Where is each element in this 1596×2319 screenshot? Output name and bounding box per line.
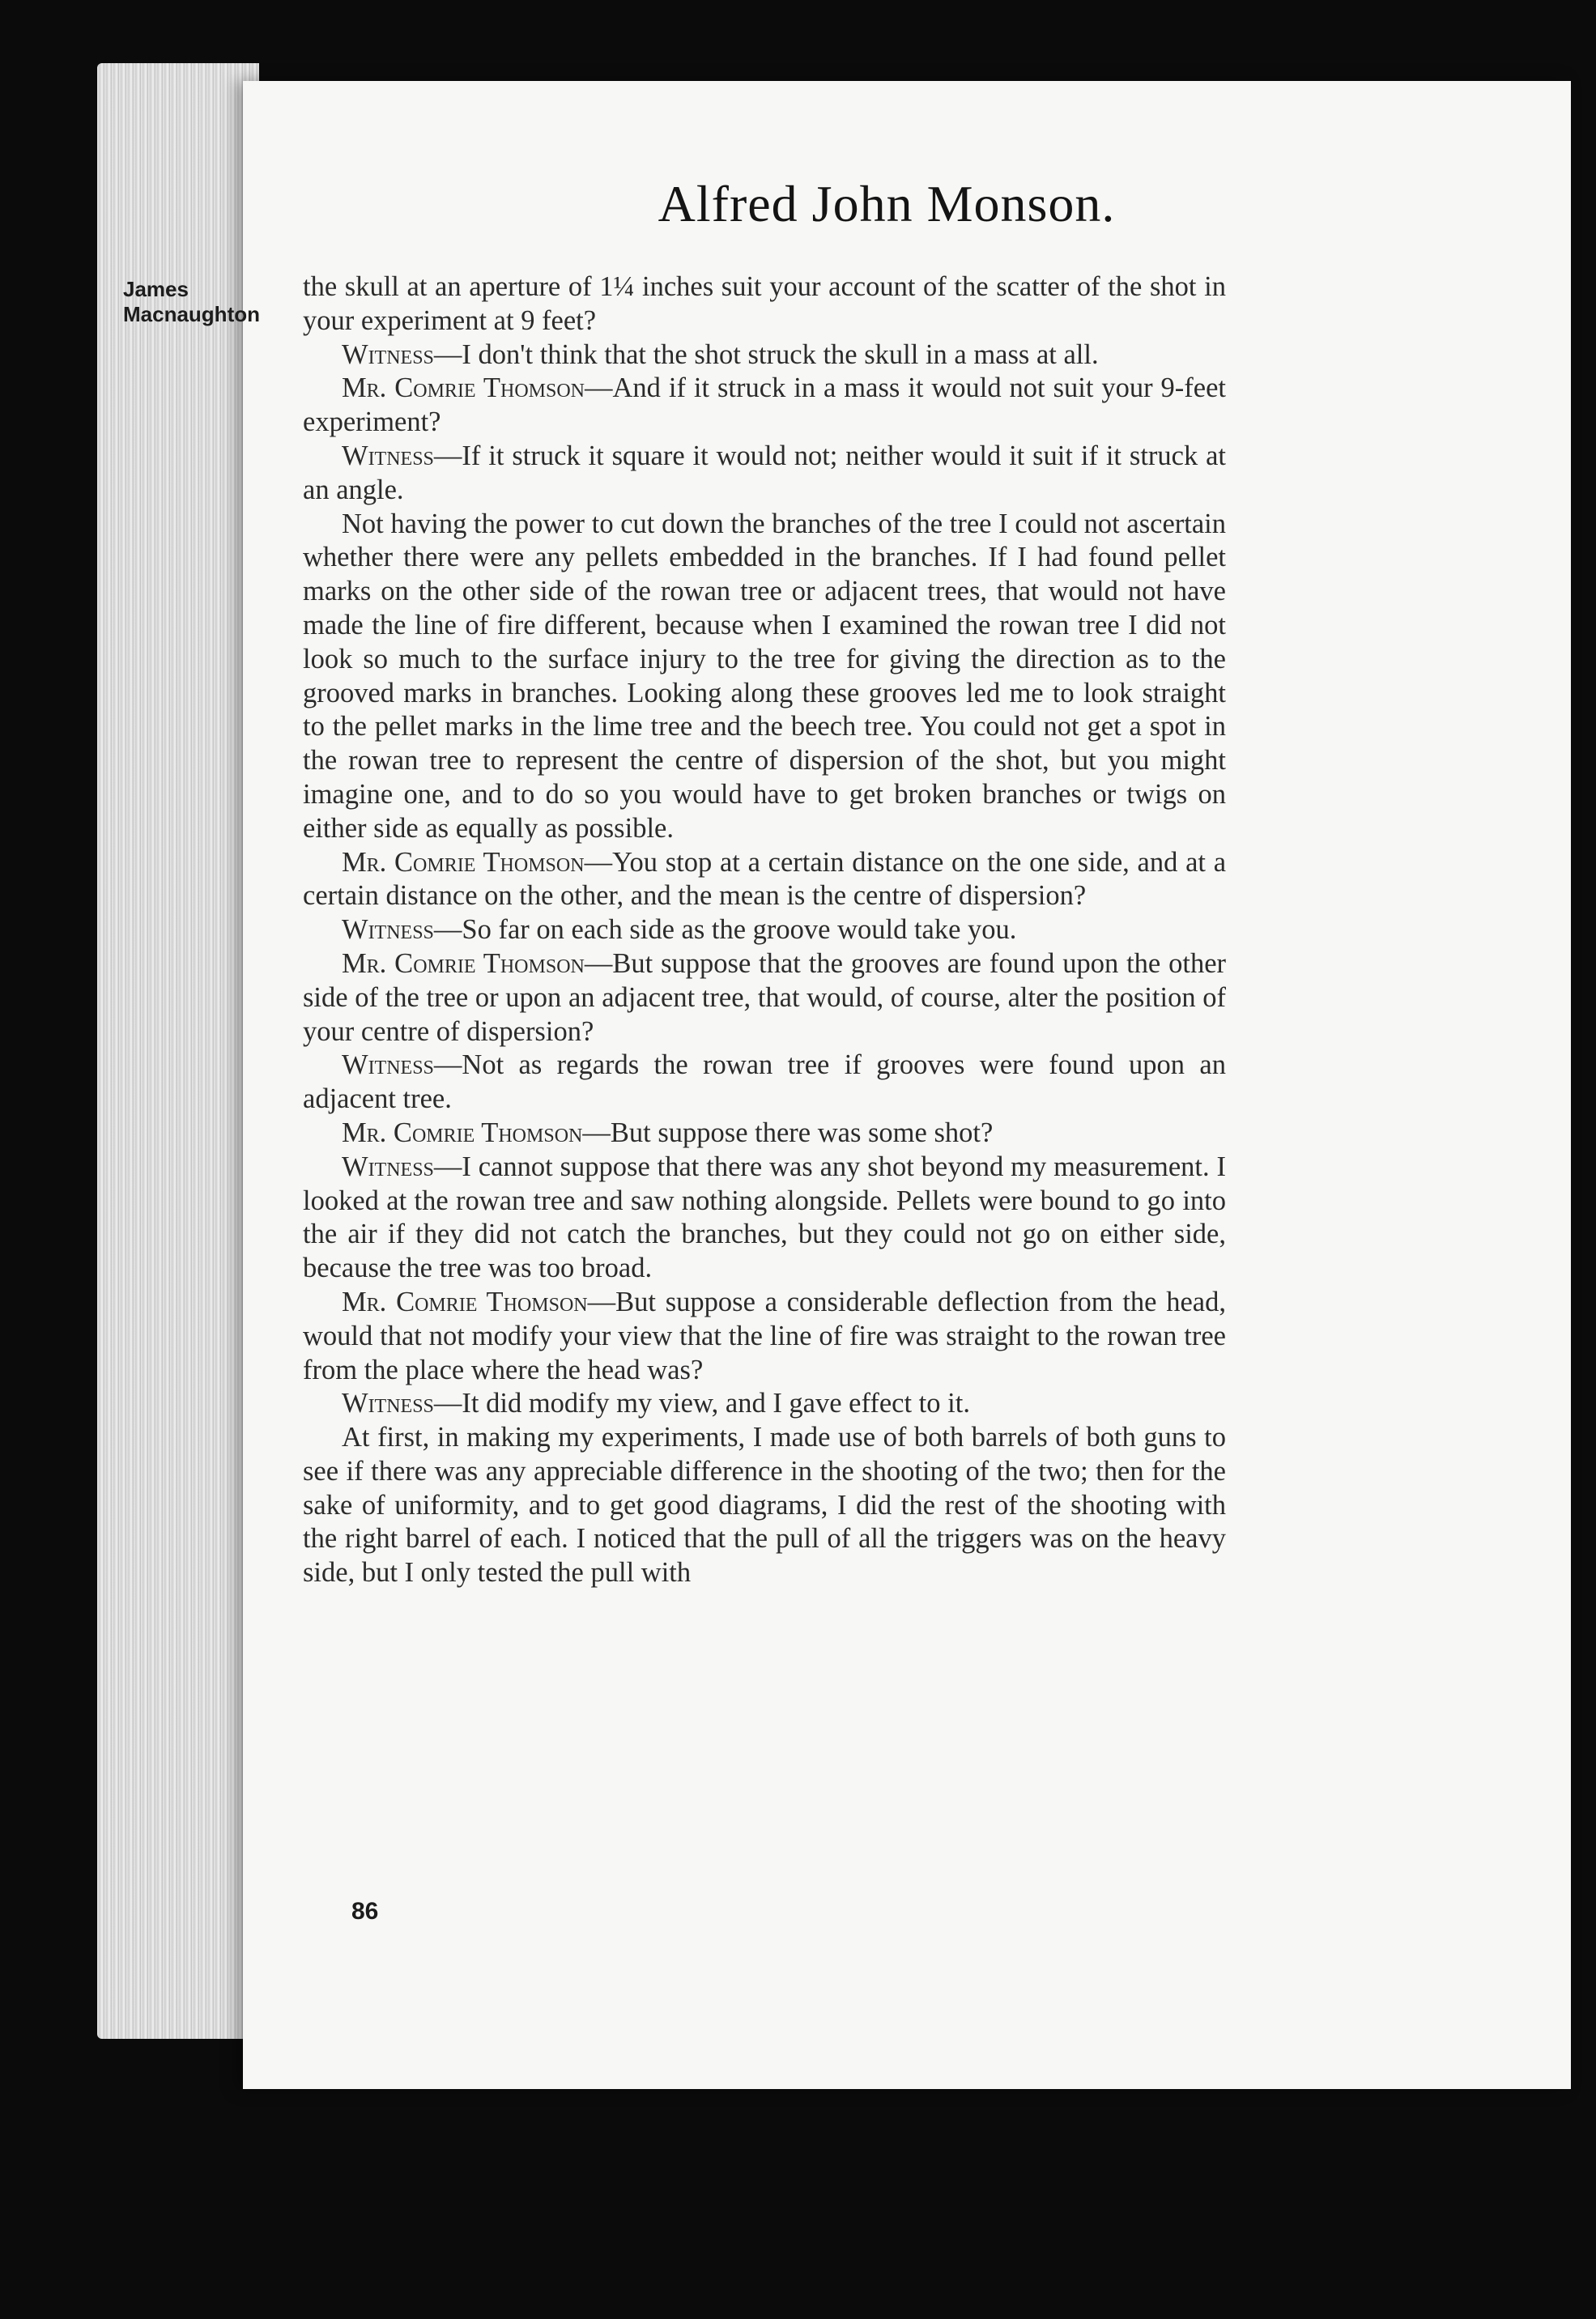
paragraph [303,372,1226,440]
paragraph-text: —If it struck it square it would not; neither would it suit if it struck at an angle. [303,440,1226,505]
paragraph [303,1151,1226,1286]
paragraph [303,1117,1226,1151]
paragraph [303,440,1226,508]
paragraph [303,270,1226,338]
speaker-name: Mr. Comrie Thomson [342,846,585,878]
paragraph [303,947,1226,1049]
paragraph-text: —But suppose there was some shot? [582,1117,994,1148]
paragraph-text: the skull at an aperture of 1¼ inches suit your account of the scatter of the shot in your experiment at 9 feet? [303,271,1226,336]
speaker-name: Witness [342,914,434,946]
paragraph-text: —It did modify my view, and I gave effect to it. [433,1388,970,1419]
speaker-name: Witness [342,338,434,370]
paragraph [303,338,1226,372]
paragraph-text: —I don't think that the shot struck the skull in a mass at all. [433,338,1099,370]
paragraph-text: Not having the power to cut down the branches of the tree I could not ascertain whether there were any pellets embedded in the branches. If I had found pellet marks on the other side of the rowan tree or adjacent trees, that would not have made the line of fire different, because when I examined the rowan tree I did not look so much to the surface injury to the tree for giving the direction as to the grooved marks in branches. Looking along these grooves led me to look straight to the pellet marks in the lime tree and the beech tree. You could not get a spot in the rowan tree to represent the centre of dispersion of the shot, but you might imagine one, and to do so you would have to get broken branches or twigs on either side as equally as possible. [303,508,1226,844]
margin-note [123,277,260,327]
speaker-name: Witness [342,1049,434,1081]
paragraph-text: —So far on each side as the groove would take you. [433,914,1017,946]
page-number: 86 [351,1898,379,1925]
paragraph-text: —But suppose that the grooves are found upon the other side of the tree or upon an adjacent tree, that would, of course, alter the position of your centre of dispersion? [303,947,1226,1047]
book-page-edges [97,63,259,2039]
paragraph-text: —But suppose a considerable deflection from the head, would that not modify your view that the line of fire was straight to the rowan tree from the place where the head was? [303,1286,1226,1385]
paragraph-text: At first, in making my experiments, I made use of both barrels of both guns to see if there was any appreciable difference in the shooting of the two; then for the sake of uniformity, and to get good diagrams, I did the rest of the shooting with the right barrel of each. I noticed that the pull of all the triggers was on the heavy side, but I only tested the pull with [303,1422,1226,1589]
speaker-name: Mr. Comrie Thomson [342,1286,588,1317]
paragraph-text: —Not as regards the rowan tree if grooves were found upon an adjacent tree. [303,1049,1226,1115]
body-text [303,270,1226,1590]
speaker-name: Mr. Comrie Thomson [342,372,585,404]
paragraph [303,1387,1226,1421]
paragraph [303,846,1226,914]
speaker-name: Mr. Comrie Thomson [342,947,585,979]
paragraph-text: —I cannot suppose that there was any shot beyond my measurement. I looked at the rowan tree and saw nothing alongside. Pellets were bound to go into the air if they did not catch the branches, but they could not go on either side, because the tree was too broad. [303,1151,1226,1284]
paragraph [303,508,1226,846]
margin-note-line-2: Macnaughton [123,302,260,326]
speaker-name: Mr. Comrie Thomson [342,1117,583,1148]
paragraph [303,1049,1226,1117]
speaker-name: Witness [342,440,434,471]
paragraph [303,1421,1226,1590]
paragraph-text: —You stop at a certain distance on the one side, and at a certain distance on the other, and the mean is the centre of dispersion? [303,846,1227,912]
speaker-name: Witness [342,1151,434,1182]
paragraph [303,1286,1226,1387]
paragraph-text: —And if it struck in a mass it would not suit your 9-feet experiment? [303,372,1226,438]
paragraph [303,913,1226,947]
margin-note-line-1: James [123,277,189,301]
page-title: Alfred John Monson. [658,175,1116,232]
speaker-name: Witness [342,1388,434,1419]
